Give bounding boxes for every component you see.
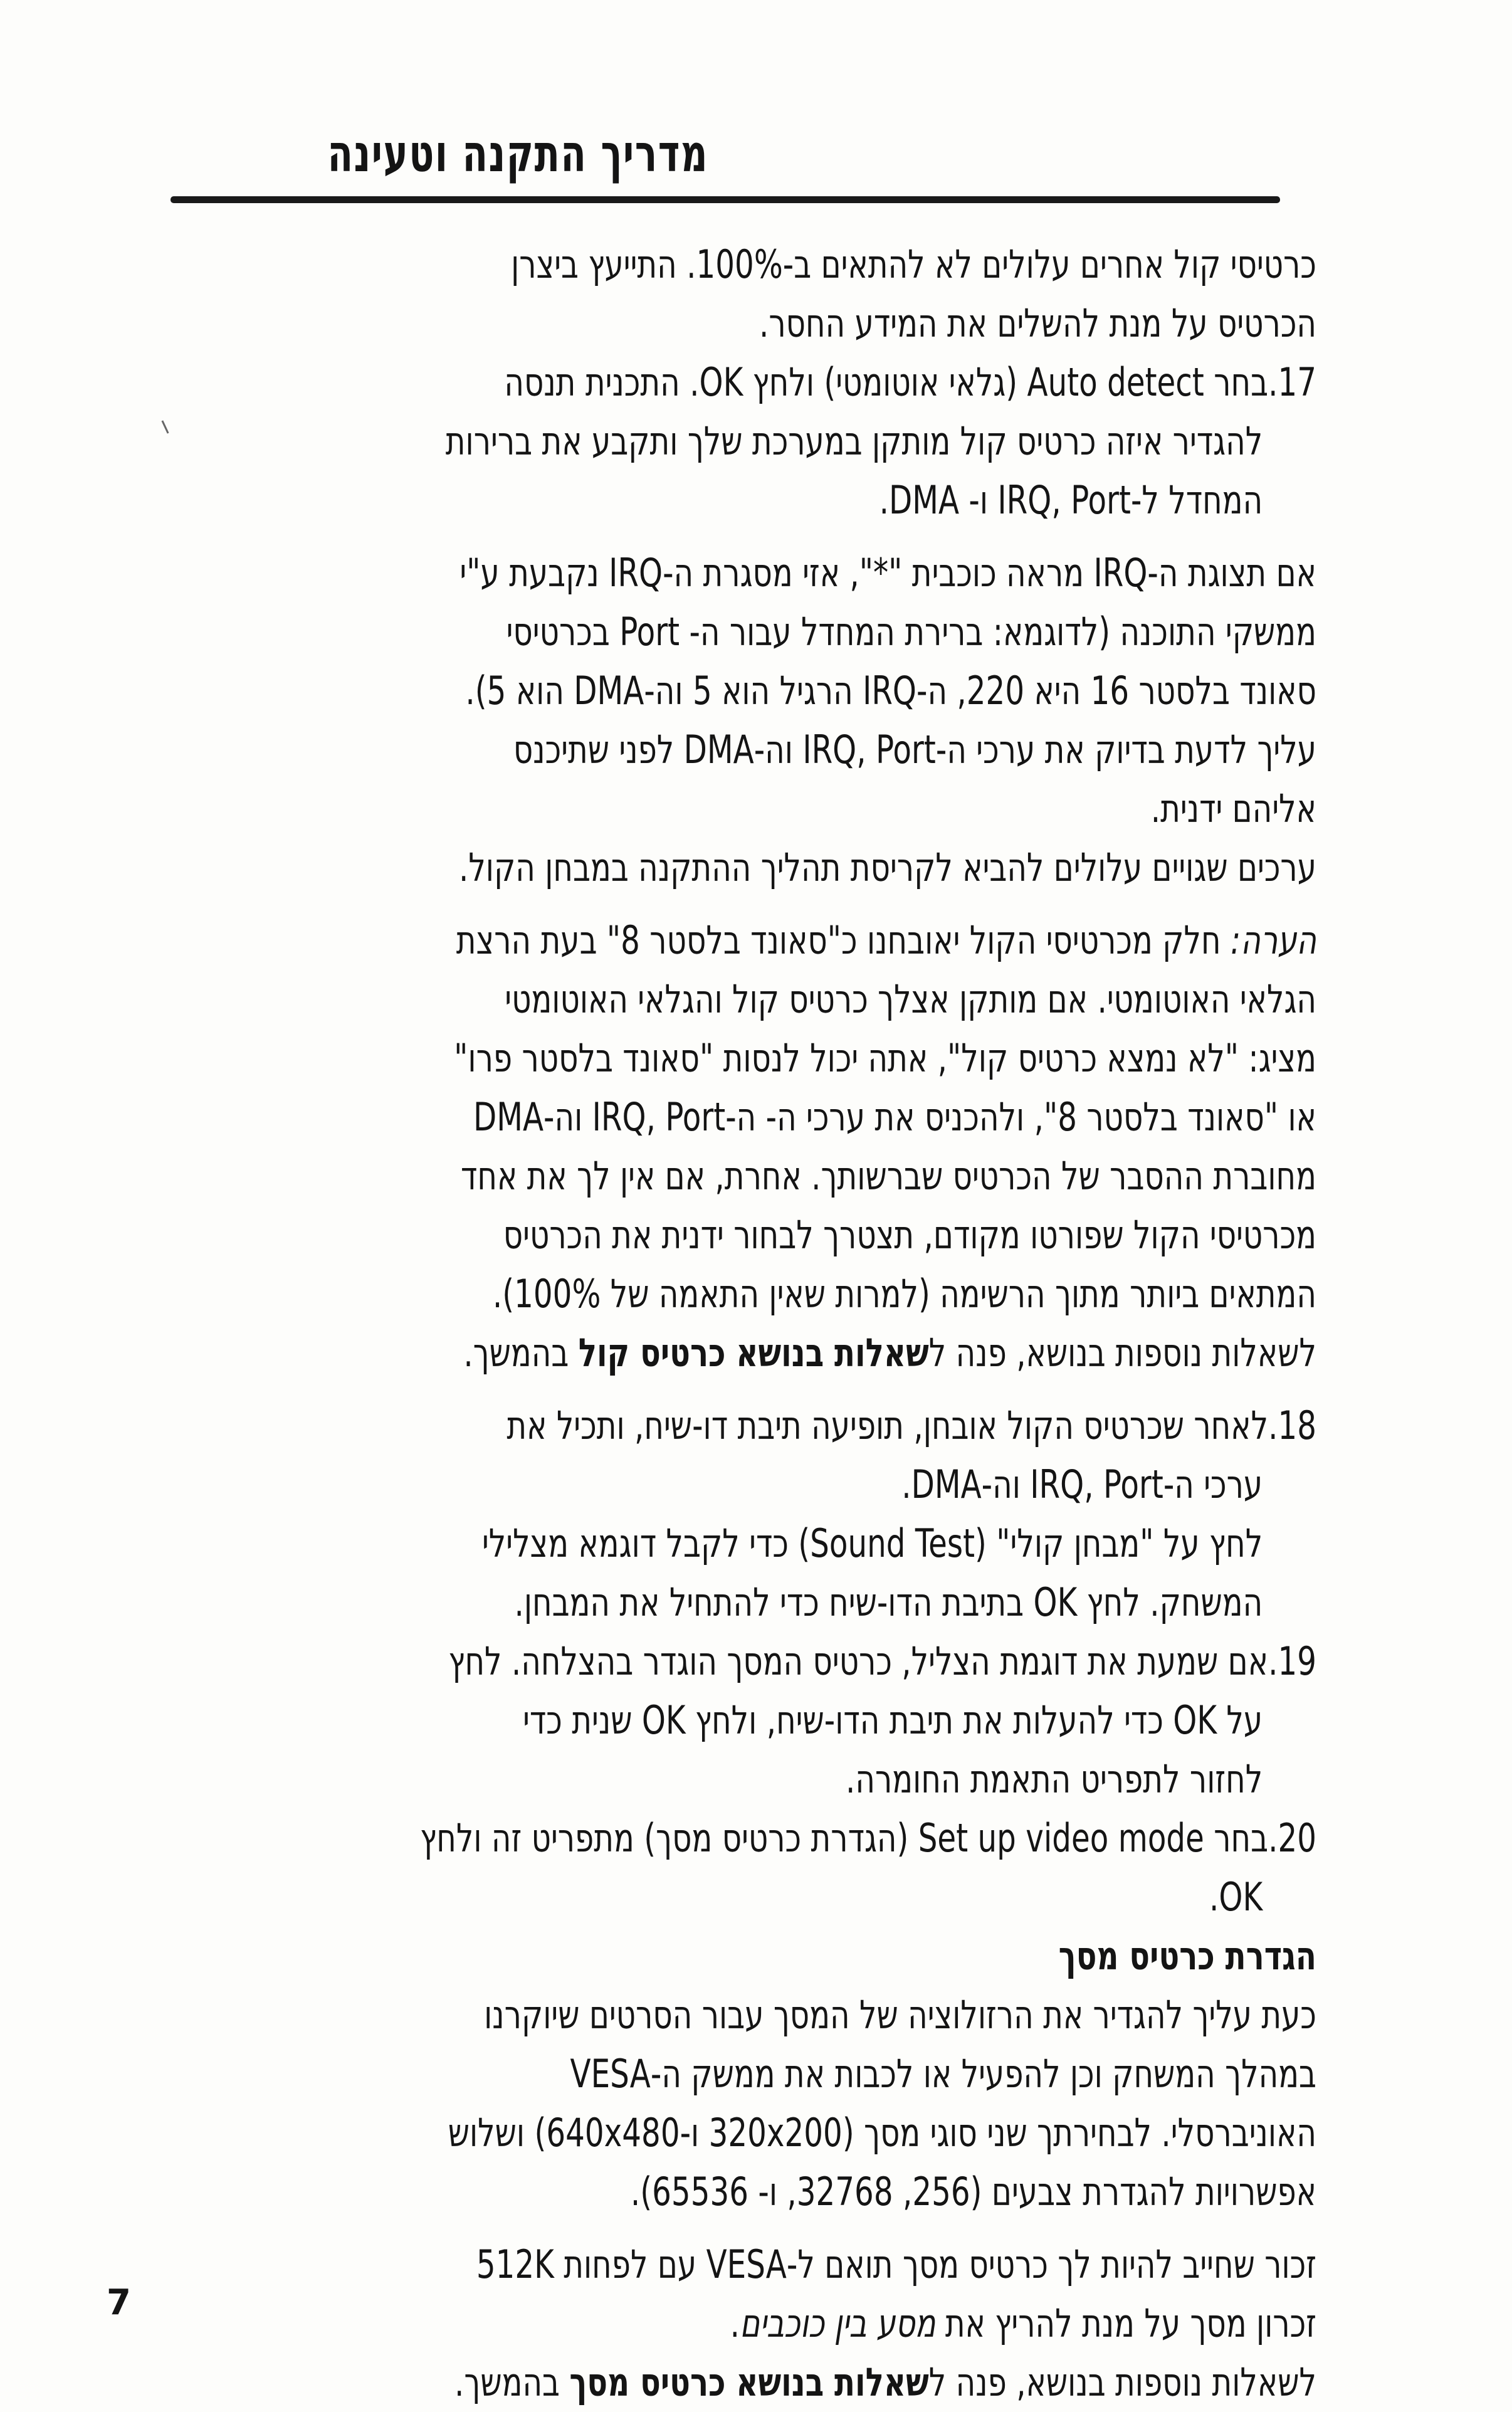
text-line: כרטיסי קול אחרים עלולים לא להתאים ב-100%. התייעץ ביצרן [511, 241, 1316, 287]
sound-card-reference: לשאלות נוספות בנושא, פנה לשאלות בנושא כרטיס קול בהמשך. [463, 1330, 1316, 1376]
irq-paragraph [169, 544, 1316, 838]
intro-paragraph [169, 235, 1316, 353]
text-line: 19.אם שמעת את דוגמת הצליל, כרטיס המסך הוגדר בהצלחה. לחץ [448, 1638, 1316, 1684]
text-line: אפשרויות להגדרת צבעים (256, 32768, ו- 65536). [630, 2169, 1316, 2215]
text-line: כעת עליך להגדיר את הרזולוציה של המסך עבור הסרטים שיוקרנו [484, 1992, 1316, 2038]
text-line: סאונד בלסטר 16 היא 220, ה-IRQ הרגיל הוא 5 וה-DMA הוא 5). [465, 668, 1316, 714]
header-rule [171, 196, 1280, 203]
text-line: עליך לדעת בדיוק את ערכי ה-IRQ, Port וה-DMA לפני שתיכנס [513, 727, 1316, 772]
text-line: ערכים שגויים עלולים להביא לקריסת תהליך ההתקנה במבחן הקול. [458, 845, 1316, 890]
text-line: המשחק. לחץ OK בתיבת הדו-שיח כדי להתחיל את המבחן. [514, 1579, 1263, 1625]
text-line: זכור שחייב להיות לך כרטיס מסך תואם ל-VESA עם לפחות 512K [476, 2241, 1316, 2287]
step-20 [169, 1809, 1316, 1927]
text-line: מכרטיסי הקול שפורטו מקודם, תצטרך לבחור ידנית את הכרטיס [503, 1212, 1316, 1258]
text-line: הגלאי האוטומטי. אם מותקן אצלך כרטיס קול והגלאי האוטומטי [505, 976, 1316, 1022]
text-line: האוניברסלי. לבחירתך שני סוגי מסך (320x200 ו-640x480) ושלוש [448, 2110, 1316, 2156]
text-line: המתאים ביותר מתוך הרשימה (למרות שאין התאמה של 100%). [492, 1271, 1316, 1317]
warning-paragraph [169, 838, 1316, 897]
text-line: או "סאונד בלסטר 8", ולהכניס את ערכי ה- ה-IRQ, Port וה-DMA [473, 1094, 1316, 1140]
text-line: לחזור לתפריט התאמת החומרה. [846, 1756, 1263, 1802]
page-number: 7 [107, 2282, 131, 2323]
game-title: מסע בין כוכבים [740, 2300, 936, 2346]
step-17 [169, 353, 1316, 530]
text-line: OK. [1209, 1874, 1263, 1920]
text-line: אם תצוגת ה-IRQ מראה כוכבית "*", אזי מסגרת ה-IRQ נקבעת ע"י [459, 550, 1316, 596]
scan-mark [161, 420, 169, 433]
text-line: הכרטיס על מנת להשלים את המידע החסר. [759, 300, 1316, 346]
note-paragraph [169, 911, 1316, 1382]
text-line: 17.בחר Auto detect (גלאי אוטומטי) ולחץ OK. התכנית תנסה [504, 359, 1316, 405]
text-line: על OK כדי להעלות את תיבת הדו-שיח, ולחץ OK שנית כדי [523, 1697, 1263, 1743]
text-line: ממשקי התוכנה (לדוגמא: ברירת המחדל עבור ה- Port בכרטיסי [506, 609, 1316, 655]
video-card-questions-link: שאלות בנושא כרטיס מסך [569, 2359, 929, 2405]
text-line: לחץ על "מבחן קולי" (Sound Test) כדי לקבל דוגמא מצלילי [481, 1520, 1263, 1566]
text-line: 18.לאחר שכרטיס הקול אובחן, תופיעה תיבת דו-שיח, ותכיל את [507, 1403, 1316, 1448]
text-line: להגדיר איזה כרטיס קול מותקן במערכת שלך ותקבע את ברירות [445, 418, 1263, 464]
video-section [169, 1927, 1316, 2221]
note-label: הערה: [1230, 917, 1316, 963]
text-line: ערכי ה-IRQ, Port וה-DMA. [901, 1461, 1263, 1507]
section-heading: הגדרת כרטיס מסך [1058, 1933, 1316, 1979]
page-body [169, 235, 1316, 2412]
sound-card-questions-link: שאלות בנושא כרטיס קול [578, 1330, 929, 1376]
text-line: אליהם ידנית. [1150, 786, 1316, 831]
step-19 [169, 1632, 1316, 1809]
text-line: במהלך המשחק וכן להפעיל או לכבות את ממשק ה-VESA [570, 2051, 1316, 2097]
page-header-title: מדריך התקנה וטעינה [327, 124, 708, 184]
vesa-note [169, 2235, 1316, 2412]
text-line: הערה: חלק מכרטיסי הקול יאובחנו כ"סאונד בלסטר 8" בעת הרצת [456, 917, 1316, 963]
text-line: זכרון מסך על מנת להריץ את מסע בין כוכבים. [730, 2300, 1316, 2346]
text-line: מחוברת ההסבר של הכרטיס שברשותך. אחרת, אם אין לך את אחד [460, 1153, 1316, 1199]
step-18 [169, 1396, 1316, 1632]
text-line: 20.בחר Set up video mode (הגדרת כרטיס מסך) מתפריט זה ולחץ [420, 1815, 1316, 1861]
text-line: המחדל ל-IRQ, Port ו- DMA. [879, 477, 1263, 523]
video-card-reference: לשאלות נוספות בנושא, פנה לשאלות בנושא כרטיס מסך בהמשך. [454, 2359, 1316, 2405]
text-line: מציג: "לא נמצא כרטיס קול", אתה יכול לנסות "סאונד בלסטר פרו" [454, 1035, 1316, 1081]
